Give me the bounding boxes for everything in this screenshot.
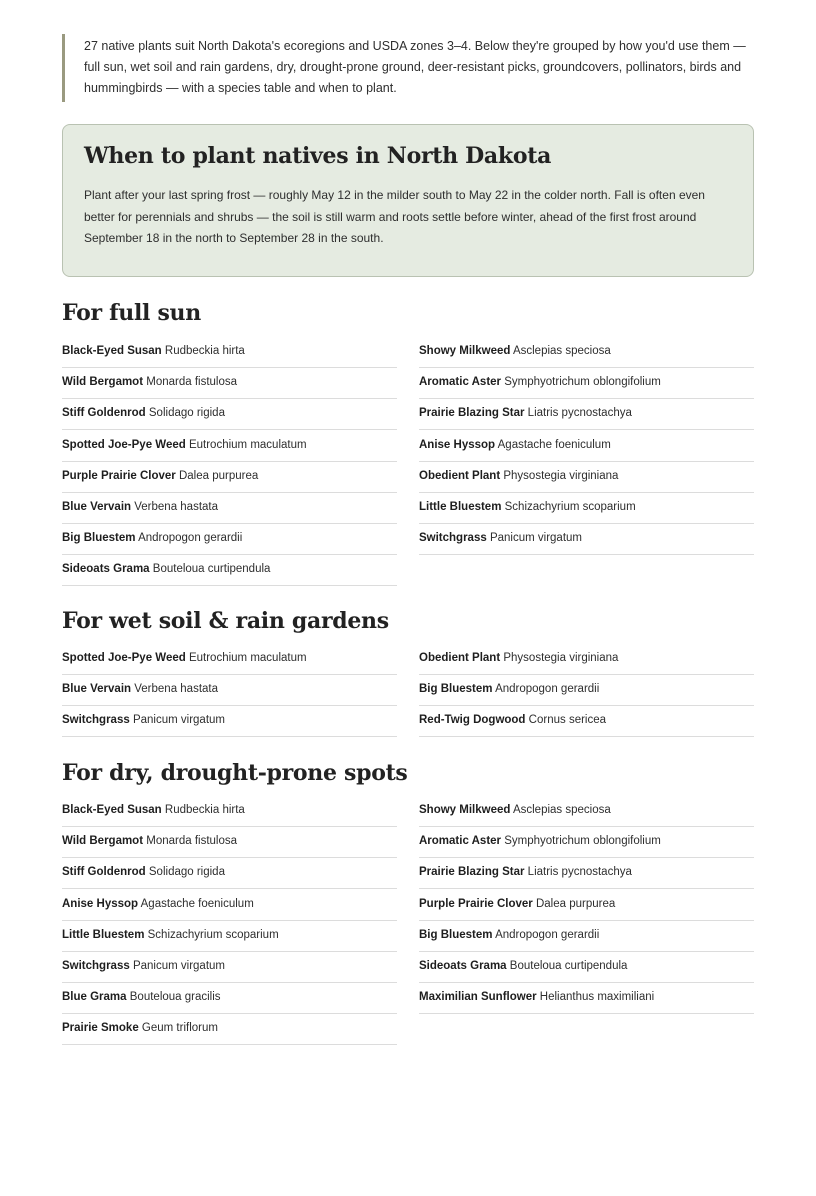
plant-list-item xyxy=(62,644,397,675)
intro-blockquote: 27 native plants suit North Dakota's ecoregions and USDA zones 3–4. Below they're grouped by how you'd use them — full sun, wet soil and rain gardens, dry, drought-prone ground, deer-resistant picks, groundcovers, pollinators, birds and hummingbirds — with a species table and when to plant. xyxy=(62,34,752,102)
plant-latin-name: Eutrochium maculatum xyxy=(188,438,307,451)
plant-common-name: Red-Twig Dogwood xyxy=(419,714,526,727)
plant-list-item xyxy=(62,827,397,858)
plant-common-name: Blue Vervain xyxy=(62,683,132,696)
plant-latin-name: Asclepias speciosa xyxy=(512,345,611,357)
plant-list-item xyxy=(419,983,754,1014)
callout-title: When to plant natives in North Dakota xyxy=(84,143,552,169)
plant-latin-name: Liatris pycnostachya xyxy=(527,407,632,420)
plant-common-name: Prairie Smoke xyxy=(62,1022,139,1035)
plant-list-item xyxy=(419,644,754,675)
plant-common-name: Big Bluestem xyxy=(419,928,493,941)
plant-latin-name: Eutrochium maculatum xyxy=(188,652,307,664)
plant-common-name: Big Bluestem xyxy=(419,683,493,696)
plant-list-item xyxy=(62,858,397,889)
plant-latin-name: Schizachyrium scoparium xyxy=(147,928,279,941)
plant-latin-name: Physostegia virginiana xyxy=(503,652,619,664)
plant-common-name: Aromatic Aster xyxy=(419,835,502,848)
plant-list-item xyxy=(62,890,397,921)
plant-latin-name: Schizachyrium scoparium xyxy=(504,501,636,513)
plant-latin-name: Bouteloua curtipendula xyxy=(509,960,628,972)
plant-latin-name: Andropogon gerardii xyxy=(138,532,243,545)
plant-common-name: Obedient Plant xyxy=(419,469,501,482)
plant-list-item xyxy=(419,858,754,889)
plant-common-name: Prairie Blazing Star xyxy=(419,866,525,879)
plant-latin-name: Asclepias speciosa xyxy=(512,804,611,816)
plant-common-name: Wild Bergamot xyxy=(62,835,144,848)
plant-latin-name: Dalea purpurea xyxy=(178,469,259,482)
plant-common-name: Big Bluestem xyxy=(62,532,136,545)
plant-common-name: Anise Hyssop xyxy=(419,438,496,451)
plant-latin-name: Physostegia virginiana xyxy=(503,469,619,482)
plant-latin-name: Panicum virgatum xyxy=(132,960,225,972)
plant-common-name: Stiff Goldenrod xyxy=(62,866,146,879)
section-title-wet-soil: For wet soil & rain gardens xyxy=(62,608,389,634)
plant-latin-name: Panicum virgatum xyxy=(132,714,225,727)
plant-common-name: Switchgrass xyxy=(62,714,130,727)
plant-list-item xyxy=(62,555,397,586)
plant-latin-name: Helianthus maximiliani xyxy=(539,991,655,1004)
plant-list-dry xyxy=(62,796,754,1196)
plant-common-name: Black-Eyed Susan xyxy=(62,345,162,357)
plant-common-name: Switchgrass xyxy=(62,960,130,972)
plant-common-name: Obedient Plant xyxy=(419,652,501,664)
plant-common-name: Showy Milkweed xyxy=(419,804,511,816)
plant-list-item xyxy=(419,524,754,555)
plant-list-item xyxy=(62,524,397,555)
plant-list-item xyxy=(62,399,397,430)
plant-list-item xyxy=(62,796,397,827)
plant-list-item xyxy=(62,462,397,493)
plant-common-name: Prairie Blazing Star xyxy=(419,407,525,420)
callout-body: Plant after your last spring frost — roughly May 12 in the milder south to May 22 in the colder north. Fall is often even better for perennials and shrubs — the soil is still warm and roots settle before winter, ahead of the first frost around September 18 in the north to September 28 in the south. xyxy=(84,188,705,245)
plant-common-name: Switchgrass xyxy=(419,532,487,545)
plant-latin-name: Dalea purpurea xyxy=(535,897,616,910)
plant-latin-name: Monarda fistulosa xyxy=(146,835,238,848)
plant-latin-name: Andropogon gerardii xyxy=(495,683,600,696)
plant-latin-name: Solidago rigida xyxy=(148,407,225,420)
plant-list-item xyxy=(62,368,397,399)
plant-list-item xyxy=(419,431,754,462)
plant-list-item xyxy=(419,493,754,524)
plant-latin-name: Rudbeckia hirta xyxy=(164,345,245,357)
plant-list-item xyxy=(419,890,754,921)
plant-latin-name: Agastache foeniculum xyxy=(497,438,611,451)
plant-common-name: Spotted Joe-Pye Weed xyxy=(62,438,186,451)
plant-list-item xyxy=(62,983,397,1014)
plant-latin-name: Panicum virgatum xyxy=(489,532,582,545)
plant-list-item xyxy=(62,337,397,368)
plant-common-name: Stiff Goldenrod xyxy=(62,407,146,420)
plant-latin-name: Verbena hastata xyxy=(134,501,219,513)
plant-list-item xyxy=(419,921,754,952)
plant-list-item xyxy=(62,1014,397,1045)
planting-time-callout xyxy=(62,124,754,277)
plant-latin-name: Symphyotrichum oblongifolium xyxy=(504,376,661,389)
plant-common-name: Little Bluestem xyxy=(62,928,145,941)
plant-latin-name: Monarda fistulosa xyxy=(146,376,238,389)
plant-latin-name: Bouteloua gracilis xyxy=(129,991,221,1004)
plant-common-name: Black-Eyed Susan xyxy=(62,804,162,816)
plant-list-item xyxy=(62,921,397,952)
plant-common-name: Sideoats Grama xyxy=(62,563,150,576)
plant-common-name: Little Bluestem xyxy=(419,501,502,513)
plant-common-name: Maximilian Sunflower xyxy=(419,991,537,1004)
plant-list-item xyxy=(419,399,754,430)
plant-common-name: Sideoats Grama xyxy=(419,960,507,972)
plant-latin-name: Liatris pycnostachya xyxy=(527,866,632,879)
plant-list-item xyxy=(419,706,754,737)
plant-list-item xyxy=(62,706,397,737)
plant-list-item xyxy=(419,337,754,368)
plant-common-name: Anise Hyssop xyxy=(62,897,139,910)
plant-common-name: Blue Grama xyxy=(62,991,127,1004)
plant-list-item xyxy=(62,952,397,983)
plant-list-item xyxy=(62,493,397,524)
plant-latin-name: Geum triflorum xyxy=(141,1022,218,1035)
plant-latin-name: Cornus sericea xyxy=(528,714,607,727)
plant-latin-name: Rudbeckia hirta xyxy=(164,804,245,816)
plant-list-item xyxy=(419,827,754,858)
plant-list-item xyxy=(419,462,754,493)
plant-latin-name: Bouteloua curtipendula xyxy=(152,563,271,576)
plant-list-item xyxy=(419,675,754,706)
plant-list-item xyxy=(419,796,754,827)
plant-common-name: Purple Prairie Clover xyxy=(62,469,176,482)
plant-latin-name: Agastache foeniculum xyxy=(140,897,254,910)
plant-common-name: Wild Bergamot xyxy=(62,376,144,389)
plant-latin-name: Solidago rigida xyxy=(148,866,225,879)
section-title-full-sun: For full sun xyxy=(62,300,201,326)
plant-latin-name: Verbena hastata xyxy=(134,683,219,696)
section-title-dry: For dry, drought-prone spots xyxy=(62,760,408,786)
plant-list-item xyxy=(419,952,754,983)
plant-latin-name: Symphyotrichum oblongifolium xyxy=(504,835,661,848)
plant-common-name: Purple Prairie Clover xyxy=(419,897,533,910)
plant-common-name: Showy Milkweed xyxy=(419,345,511,357)
plant-list-item xyxy=(62,675,397,706)
plant-latin-name: Andropogon gerardii xyxy=(495,928,600,941)
plant-common-name: Aromatic Aster xyxy=(419,376,502,389)
plant-common-name: Blue Vervain xyxy=(62,501,132,513)
plant-list-item xyxy=(419,368,754,399)
plant-common-name: Spotted Joe-Pye Weed xyxy=(62,652,186,664)
plant-list-item xyxy=(62,431,397,462)
